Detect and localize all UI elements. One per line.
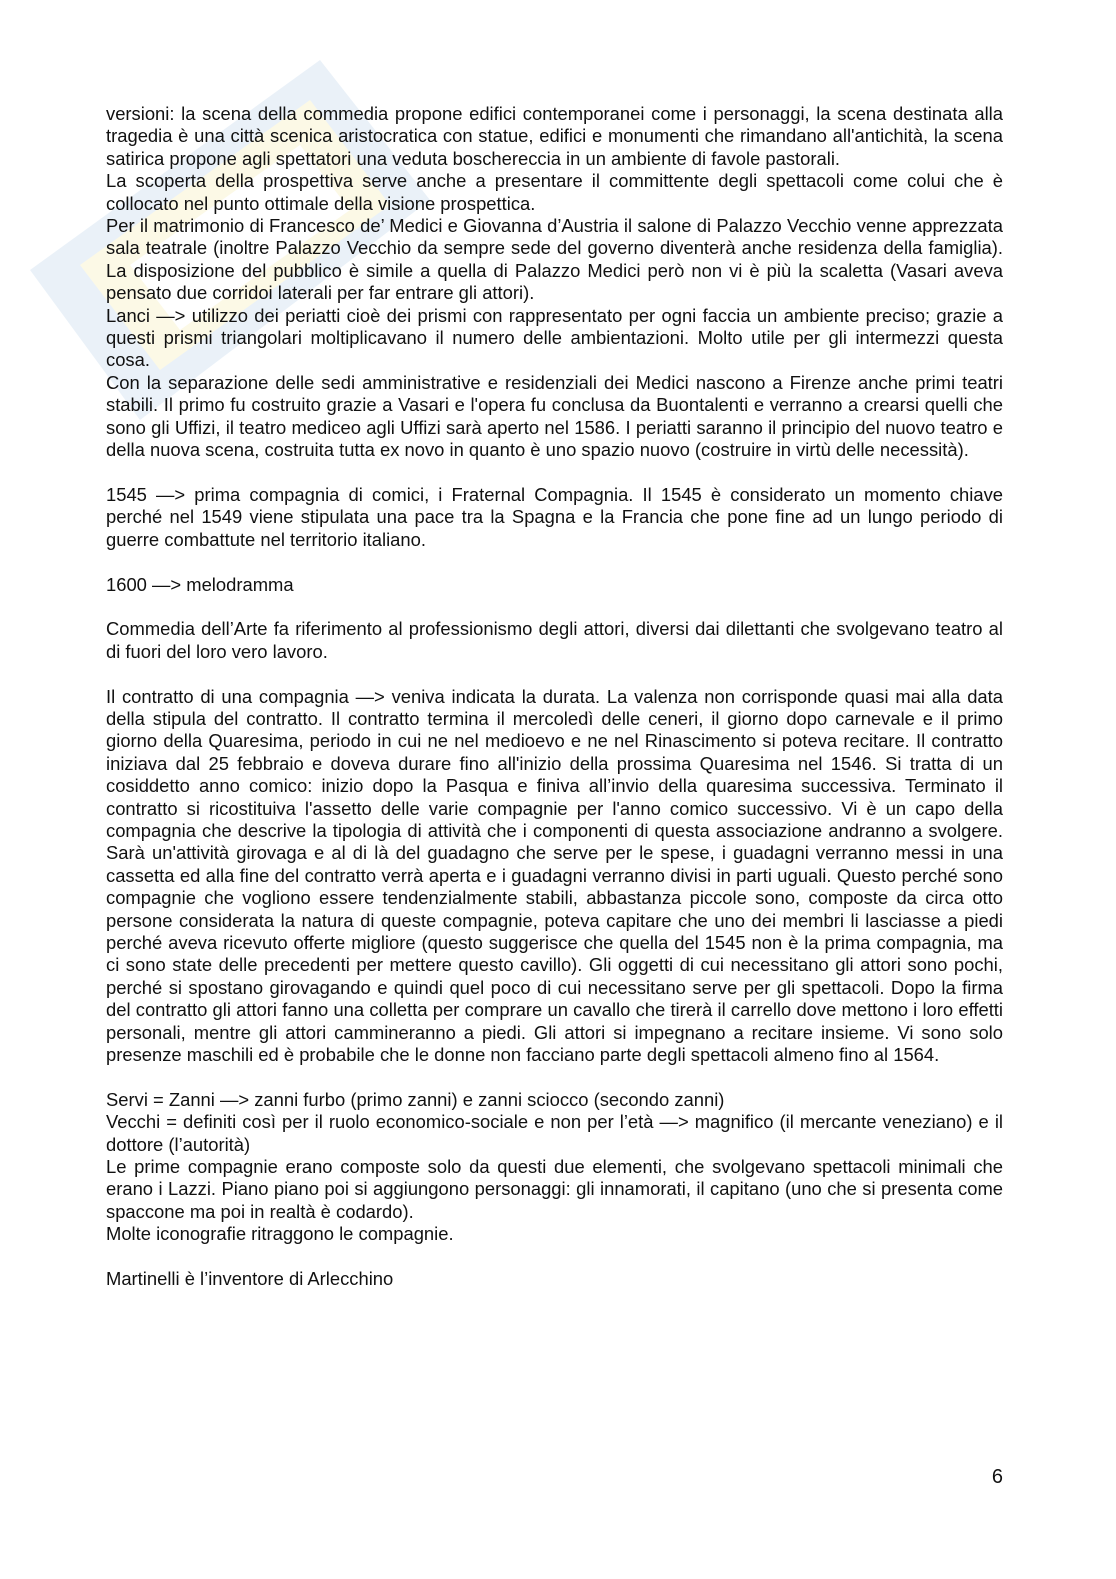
paragraph: Il contratto di una compagnia —> veniva indicata la durata. La valenza non corrisponde quasi mai alla data della stipula del contratto. Il contratto termina il mercoledì delle ceneri, il giorno dopo carnevale e il primo giorno della Quaresima, periodo in cui ne nel medioevo e ne nel Rinascimento si poteva recitare. Il contratto iniziava dal 25 febbraio e doveva durare fino all'inizio della prossima Quaresima nel 1546. Si tratta di un cosiddetto anno comico: inizio dopo la Pasqua e finiva all’invio della quaresima successiva. Terminato il contratto si ricostituiva l'assetto delle varie compagnie per l'anno comico successivo. Vi è un capo della compagnia che descrive la tipologia di attività che i componenti di questa associazione andranno a svolgere. Sarà un'attività girovaga e al di là del guadagno che serve per le spese, i guadagni verranno messi in una cassetta ed alla fine del contratto verrà aperta e i guadagni verranno divisi in parti uguali. Questo perché sono compagnie che vogliono essere tendenzialmente stabili, abbastanza piccole sono, composte da circa otto persone considerata la natura di queste compagnie, poteva capitare che uno dei membri li lasciasse a piedi perché aveva ricevuto offerte migliore (questo suggerisce che quella del 1545 non è la prima compagnia, ma ci sono state delle precedenti per mettere questo cavillo). Gli oggetti di cui necessitano gli attori sono pochi, perché si spostano girovagando e quindi quel poco di cui necessitano serve per gli spettacoli. Dopo la firma del contratto gli attori fanno una colletta per comprare un cavallo che tirerà il carrello dove mettono i loro effetti personali, mentre gli attori cammineranno a piedi. Gli attori si impegnano a recitare insieme. Vi sono solo presenze maschili ed è probabile che le donne non facciano parte degli spettacoli almeno fino al 1564. (106, 685, 1003, 1065)
paragraph: Vecchi = definiti così per il ruolo economico-sociale e non per l’età —> magnifico (il mercante veneziano) e il dottore (l’autorità) (106, 1111, 1003, 1155)
paragraph: La scoperta della prospettiva serve anche a presentare il committente degli spettacoli come colui che è collocato nel punto ottimale della visione prospettica. (106, 170, 1003, 214)
paragraph: Con la separazione delle sedi amministrative e residenziali dei Medici nascono a Firenze anche primi teatri stabili. Il primo fu costruito grazie a Vasari e l'opera fu conclusa da Buontalenti e verranno a crearsi quelli che sono gli Uffizi, il teatro mediceo agli Uffizi sarà aperto nel 1586. I periatti saranno il principio del nuovo teatro e della nuova scena, costruita tutta ex novo in quanto è uno spazio nuovo (costruire in virtù delle necessità). (106, 371, 1003, 461)
paragraph-gap (106, 663, 1003, 685)
paragraph: Per il matrimonio di Francesco de’ Medici e Giovanna d’Austria il salone di Palazzo Vecchio venne apprezzata sala teatrale (inoltre Palazzo Vecchio da sempre sede del governo diventerà anche residenza della famiglia). La disposizione del pubblico è simile a quella di Palazzo Medici però non vi è più la scaletta (Vasari aveva pensato due corridoi laterali per far entrare gli attori). (106, 215, 1003, 304)
paragraph-gap (106, 1246, 1003, 1268)
page-number: 6 (991, 1466, 1003, 1488)
paragraph: Lanci —> utilizzo dei periatti cioè dei prismi con rappresentato per ogni faccia un ambiente preciso; grazie a questi prismi triangolari moltiplicavano il numero delle ambientazioni. Molto utile per gli intermezzi questa cosa. (106, 304, 1003, 371)
paragraph: 1545 —> prima compagnia di comici, i Fraternal Compagnia. Il 1545 è considerato un momento chiave perché nel 1549 viene stipulata una pace tra la Spagna e la Francia che pone fine ad un lungo periodo di guerre combattute nel territorio italiano. (106, 483, 1003, 550)
paragraph: Commedia dell’Arte fa riferimento al professionismo degli attori, diversi dai dilettanti che svolgevano teatro al di fuori del loro vero lavoro. (106, 618, 1003, 662)
paragraph-gap (106, 596, 1003, 618)
paragraph: Martinelli è l’inventore di Arlecchino (106, 1268, 394, 1290)
paragraph-gap (106, 1066, 1003, 1088)
paragraph-gap (106, 462, 1003, 484)
paragraph: Servi = Zanni —> zanni furbo (primo zanni) e zanni sciocco (secondo zanni) (106, 1088, 725, 1110)
paragraph: Le prime compagnie erano composte solo da questi due elementi, che svolgevano spettacoli minimali che erano i Lazzi. Piano piano poi si aggiungono personaggi: gli innamorati, il capitano (uno che si presenta come spaccone ma poi in realtà è codardo). (106, 1156, 1003, 1222)
paragraph-gap (106, 551, 1003, 573)
paragraph: Molte iconografie ritraggono le compagnie. (106, 1223, 454, 1245)
paragraph: 1600 —> melodramma (106, 573, 294, 595)
document-body (106, 103, 1003, 1290)
paragraph: versioni: la scena della commedia propone edifici contemporanei come i personaggi, la scena destinata alla tragedia è una città scenica aristocratica con statue, edifici e monumenti che rimandano all'antichità, la scena satirica propone agli spettatori una veduta boschereccia in un ambiente di favole pastorali. (106, 103, 1003, 169)
